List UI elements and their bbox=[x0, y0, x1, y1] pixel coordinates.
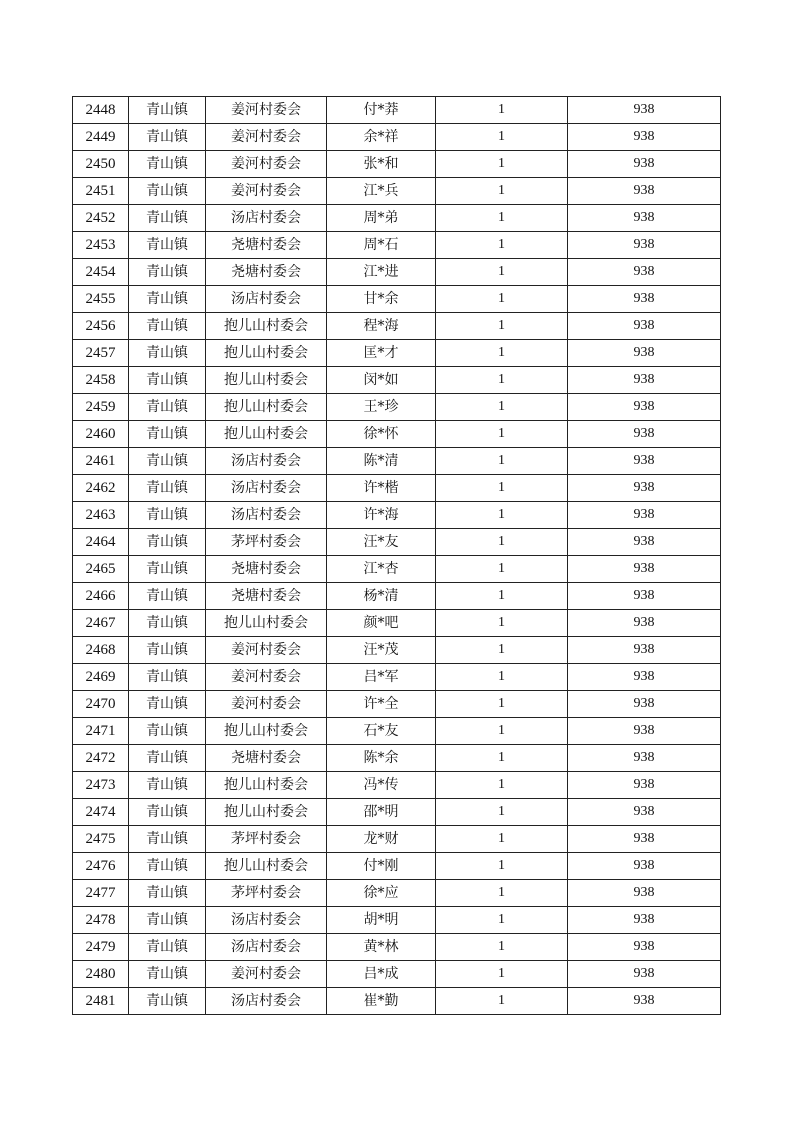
village-cell: 抱儿山村委会 bbox=[206, 313, 327, 340]
row-number-cell: 2466 bbox=[73, 583, 129, 610]
person-name-cell: 杨*清 bbox=[327, 583, 436, 610]
table-row bbox=[73, 205, 721, 232]
amount-cell: 938 bbox=[568, 772, 721, 799]
person-name-cell: 颜*吧 bbox=[327, 610, 436, 637]
count-cell: 1 bbox=[436, 637, 568, 664]
town-cell: 青山镇 bbox=[129, 637, 206, 664]
row-number-cell: 2454 bbox=[73, 259, 129, 286]
table-row bbox=[73, 880, 721, 907]
row-number-cell: 2460 bbox=[73, 421, 129, 448]
town-cell: 青山镇 bbox=[129, 421, 206, 448]
amount-cell: 938 bbox=[568, 988, 721, 1015]
roster-table bbox=[72, 96, 721, 1015]
amount-cell: 938 bbox=[568, 286, 721, 313]
amount-cell: 938 bbox=[568, 610, 721, 637]
town-cell: 青山镇 bbox=[129, 151, 206, 178]
person-name-cell: 余*祥 bbox=[327, 124, 436, 151]
village-cell: 抱儿山村委会 bbox=[206, 340, 327, 367]
village-cell: 抱儿山村委会 bbox=[206, 367, 327, 394]
person-name-cell: 张*和 bbox=[327, 151, 436, 178]
table-row bbox=[73, 232, 721, 259]
count-cell: 1 bbox=[436, 961, 568, 988]
count-cell: 1 bbox=[436, 745, 568, 772]
town-cell: 青山镇 bbox=[129, 772, 206, 799]
count-cell: 1 bbox=[436, 178, 568, 205]
village-cell: 抱儿山村委会 bbox=[206, 772, 327, 799]
person-name-cell: 石*友 bbox=[327, 718, 436, 745]
person-name-cell: 崔*勤 bbox=[327, 988, 436, 1015]
town-cell: 青山镇 bbox=[129, 691, 206, 718]
count-cell: 1 bbox=[436, 691, 568, 718]
town-cell: 青山镇 bbox=[129, 448, 206, 475]
count-cell: 1 bbox=[436, 313, 568, 340]
amount-cell: 938 bbox=[568, 394, 721, 421]
table-row bbox=[73, 745, 721, 772]
table-row bbox=[73, 340, 721, 367]
row-number-cell: 2481 bbox=[73, 988, 129, 1015]
town-cell: 青山镇 bbox=[129, 205, 206, 232]
town-cell: 青山镇 bbox=[129, 124, 206, 151]
village-cell: 姜河村委会 bbox=[206, 664, 327, 691]
row-number-cell: 2450 bbox=[73, 151, 129, 178]
table-row bbox=[73, 826, 721, 853]
count-cell: 1 bbox=[436, 529, 568, 556]
amount-cell: 938 bbox=[568, 799, 721, 826]
row-number-cell: 2474 bbox=[73, 799, 129, 826]
row-number-cell: 2467 bbox=[73, 610, 129, 637]
village-cell: 汤店村委会 bbox=[206, 205, 327, 232]
village-cell: 姜河村委会 bbox=[206, 124, 327, 151]
table-row bbox=[73, 259, 721, 286]
village-cell: 汤店村委会 bbox=[206, 934, 327, 961]
village-cell: 抱儿山村委会 bbox=[206, 394, 327, 421]
person-name-cell: 付*莽 bbox=[327, 97, 436, 124]
row-number-cell: 2456 bbox=[73, 313, 129, 340]
table-row bbox=[73, 691, 721, 718]
town-cell: 青山镇 bbox=[129, 502, 206, 529]
count-cell: 1 bbox=[436, 610, 568, 637]
count-cell: 1 bbox=[436, 259, 568, 286]
row-number-cell: 2464 bbox=[73, 529, 129, 556]
count-cell: 1 bbox=[436, 97, 568, 124]
amount-cell: 938 bbox=[568, 745, 721, 772]
village-cell: 姜河村委会 bbox=[206, 961, 327, 988]
town-cell: 青山镇 bbox=[129, 313, 206, 340]
count-cell: 1 bbox=[436, 232, 568, 259]
row-number-cell: 2469 bbox=[73, 664, 129, 691]
person-name-cell: 王*珍 bbox=[327, 394, 436, 421]
amount-cell: 938 bbox=[568, 718, 721, 745]
town-cell: 青山镇 bbox=[129, 664, 206, 691]
person-name-cell: 徐*应 bbox=[327, 880, 436, 907]
table-row bbox=[73, 772, 721, 799]
town-cell: 青山镇 bbox=[129, 556, 206, 583]
count-cell: 1 bbox=[436, 394, 568, 421]
town-cell: 青山镇 bbox=[129, 286, 206, 313]
count-cell: 1 bbox=[436, 367, 568, 394]
town-cell: 青山镇 bbox=[129, 853, 206, 880]
table-row bbox=[73, 394, 721, 421]
person-name-cell: 许*全 bbox=[327, 691, 436, 718]
person-name-cell: 甘*余 bbox=[327, 286, 436, 313]
town-cell: 青山镇 bbox=[129, 610, 206, 637]
count-cell: 1 bbox=[436, 853, 568, 880]
amount-cell: 938 bbox=[568, 961, 721, 988]
row-number-cell: 2472 bbox=[73, 745, 129, 772]
person-name-cell: 吕*军 bbox=[327, 664, 436, 691]
village-cell: 汤店村委会 bbox=[206, 286, 327, 313]
person-name-cell: 汪*茂 bbox=[327, 637, 436, 664]
village-cell: 姜河村委会 bbox=[206, 97, 327, 124]
person-name-cell: 周*石 bbox=[327, 232, 436, 259]
amount-cell: 938 bbox=[568, 502, 721, 529]
village-cell: 姜河村委会 bbox=[206, 691, 327, 718]
roster-table-body bbox=[73, 97, 721, 1015]
table-row bbox=[73, 367, 721, 394]
person-name-cell: 程*海 bbox=[327, 313, 436, 340]
row-number-cell: 2479 bbox=[73, 934, 129, 961]
count-cell: 1 bbox=[436, 151, 568, 178]
amount-cell: 938 bbox=[568, 529, 721, 556]
row-number-cell: 2457 bbox=[73, 340, 129, 367]
table-row bbox=[73, 529, 721, 556]
person-name-cell: 许*海 bbox=[327, 502, 436, 529]
village-cell: 抱儿山村委会 bbox=[206, 853, 327, 880]
village-cell: 汤店村委会 bbox=[206, 475, 327, 502]
village-cell: 汤店村委会 bbox=[206, 502, 327, 529]
table-row bbox=[73, 718, 721, 745]
row-number-cell: 2477 bbox=[73, 880, 129, 907]
person-name-cell: 冯*传 bbox=[327, 772, 436, 799]
person-name-cell: 匡*才 bbox=[327, 340, 436, 367]
village-cell: 茅坪村委会 bbox=[206, 826, 327, 853]
person-name-cell: 汪*友 bbox=[327, 529, 436, 556]
row-number-cell: 2449 bbox=[73, 124, 129, 151]
count-cell: 1 bbox=[436, 502, 568, 529]
amount-cell: 938 bbox=[568, 205, 721, 232]
row-number-cell: 2465 bbox=[73, 556, 129, 583]
town-cell: 青山镇 bbox=[129, 178, 206, 205]
table-row bbox=[73, 475, 721, 502]
village-cell: 姜河村委会 bbox=[206, 637, 327, 664]
table-row bbox=[73, 934, 721, 961]
count-cell: 1 bbox=[436, 286, 568, 313]
table-row bbox=[73, 799, 721, 826]
amount-cell: 938 bbox=[568, 475, 721, 502]
table-row bbox=[73, 178, 721, 205]
town-cell: 青山镇 bbox=[129, 826, 206, 853]
count-cell: 1 bbox=[436, 934, 568, 961]
table-row bbox=[73, 313, 721, 340]
person-name-cell: 胡*明 bbox=[327, 907, 436, 934]
count-cell: 1 bbox=[436, 718, 568, 745]
town-cell: 青山镇 bbox=[129, 583, 206, 610]
row-number-cell: 2478 bbox=[73, 907, 129, 934]
table-row bbox=[73, 583, 721, 610]
table-row bbox=[73, 610, 721, 637]
village-cell: 尧塘村委会 bbox=[206, 259, 327, 286]
town-cell: 青山镇 bbox=[129, 367, 206, 394]
table-row bbox=[73, 988, 721, 1015]
amount-cell: 938 bbox=[568, 691, 721, 718]
row-number-cell: 2470 bbox=[73, 691, 129, 718]
row-number-cell: 2451 bbox=[73, 178, 129, 205]
village-cell: 汤店村委会 bbox=[206, 907, 327, 934]
count-cell: 1 bbox=[436, 880, 568, 907]
row-number-cell: 2475 bbox=[73, 826, 129, 853]
count-cell: 1 bbox=[436, 907, 568, 934]
town-cell: 青山镇 bbox=[129, 907, 206, 934]
town-cell: 青山镇 bbox=[129, 745, 206, 772]
person-name-cell: 闵*如 bbox=[327, 367, 436, 394]
count-cell: 1 bbox=[436, 475, 568, 502]
table-row bbox=[73, 637, 721, 664]
amount-cell: 938 bbox=[568, 340, 721, 367]
village-cell: 汤店村委会 bbox=[206, 448, 327, 475]
amount-cell: 938 bbox=[568, 97, 721, 124]
town-cell: 青山镇 bbox=[129, 97, 206, 124]
village-cell: 抱儿山村委会 bbox=[206, 718, 327, 745]
person-name-cell: 许*楷 bbox=[327, 475, 436, 502]
person-name-cell: 江*杏 bbox=[327, 556, 436, 583]
amount-cell: 938 bbox=[568, 880, 721, 907]
person-name-cell: 周*弟 bbox=[327, 205, 436, 232]
table-row bbox=[73, 961, 721, 988]
village-cell: 茅坪村委会 bbox=[206, 880, 327, 907]
row-number-cell: 2455 bbox=[73, 286, 129, 313]
amount-cell: 938 bbox=[568, 259, 721, 286]
village-cell: 茅坪村委会 bbox=[206, 529, 327, 556]
count-cell: 1 bbox=[436, 448, 568, 475]
count-cell: 1 bbox=[436, 421, 568, 448]
row-number-cell: 2468 bbox=[73, 637, 129, 664]
person-name-cell: 龙*财 bbox=[327, 826, 436, 853]
town-cell: 青山镇 bbox=[129, 961, 206, 988]
person-name-cell: 江*进 bbox=[327, 259, 436, 286]
count-cell: 1 bbox=[436, 826, 568, 853]
village-cell: 尧塘村委会 bbox=[206, 583, 327, 610]
village-cell: 尧塘村委会 bbox=[206, 745, 327, 772]
table-row bbox=[73, 286, 721, 313]
person-name-cell: 陈*清 bbox=[327, 448, 436, 475]
table-row bbox=[73, 664, 721, 691]
table-row bbox=[73, 97, 721, 124]
table-row bbox=[73, 502, 721, 529]
count-cell: 1 bbox=[436, 340, 568, 367]
person-name-cell: 徐*怀 bbox=[327, 421, 436, 448]
amount-cell: 938 bbox=[568, 178, 721, 205]
table-row bbox=[73, 907, 721, 934]
person-name-cell: 邵*明 bbox=[327, 799, 436, 826]
count-cell: 1 bbox=[436, 556, 568, 583]
row-number-cell: 2471 bbox=[73, 718, 129, 745]
amount-cell: 938 bbox=[568, 664, 721, 691]
row-number-cell: 2480 bbox=[73, 961, 129, 988]
amount-cell: 938 bbox=[568, 124, 721, 151]
town-cell: 青山镇 bbox=[129, 259, 206, 286]
village-cell: 姜河村委会 bbox=[206, 151, 327, 178]
amount-cell: 938 bbox=[568, 853, 721, 880]
village-cell: 汤店村委会 bbox=[206, 988, 327, 1015]
count-cell: 1 bbox=[436, 988, 568, 1015]
table-row bbox=[73, 556, 721, 583]
town-cell: 青山镇 bbox=[129, 934, 206, 961]
town-cell: 青山镇 bbox=[129, 394, 206, 421]
amount-cell: 938 bbox=[568, 448, 721, 475]
count-cell: 1 bbox=[436, 772, 568, 799]
village-cell: 抱儿山村委会 bbox=[206, 421, 327, 448]
person-name-cell: 黄*林 bbox=[327, 934, 436, 961]
amount-cell: 938 bbox=[568, 313, 721, 340]
row-number-cell: 2448 bbox=[73, 97, 129, 124]
table-row bbox=[73, 448, 721, 475]
amount-cell: 938 bbox=[568, 556, 721, 583]
amount-cell: 938 bbox=[568, 232, 721, 259]
person-name-cell: 江*兵 bbox=[327, 178, 436, 205]
amount-cell: 938 bbox=[568, 907, 721, 934]
table-row bbox=[73, 421, 721, 448]
town-cell: 青山镇 bbox=[129, 988, 206, 1015]
amount-cell: 938 bbox=[568, 421, 721, 448]
count-cell: 1 bbox=[436, 583, 568, 610]
village-cell: 尧塘村委会 bbox=[206, 556, 327, 583]
village-cell: 抱儿山村委会 bbox=[206, 610, 327, 637]
row-number-cell: 2463 bbox=[73, 502, 129, 529]
row-number-cell: 2473 bbox=[73, 772, 129, 799]
row-number-cell: 2461 bbox=[73, 448, 129, 475]
count-cell: 1 bbox=[436, 124, 568, 151]
row-number-cell: 2462 bbox=[73, 475, 129, 502]
person-name-cell: 付*刚 bbox=[327, 853, 436, 880]
amount-cell: 938 bbox=[568, 151, 721, 178]
town-cell: 青山镇 bbox=[129, 718, 206, 745]
amount-cell: 938 bbox=[568, 583, 721, 610]
row-number-cell: 2453 bbox=[73, 232, 129, 259]
town-cell: 青山镇 bbox=[129, 340, 206, 367]
row-number-cell: 2476 bbox=[73, 853, 129, 880]
row-number-cell: 2452 bbox=[73, 205, 129, 232]
row-number-cell: 2458 bbox=[73, 367, 129, 394]
table-row bbox=[73, 151, 721, 178]
table-row bbox=[73, 853, 721, 880]
amount-cell: 938 bbox=[568, 637, 721, 664]
town-cell: 青山镇 bbox=[129, 880, 206, 907]
row-number-cell: 2459 bbox=[73, 394, 129, 421]
person-name-cell: 吕*成 bbox=[327, 961, 436, 988]
amount-cell: 938 bbox=[568, 934, 721, 961]
town-cell: 青山镇 bbox=[129, 799, 206, 826]
count-cell: 1 bbox=[436, 205, 568, 232]
town-cell: 青山镇 bbox=[129, 529, 206, 556]
village-cell: 抱儿山村委会 bbox=[206, 799, 327, 826]
village-cell: 尧塘村委会 bbox=[206, 232, 327, 259]
amount-cell: 938 bbox=[568, 826, 721, 853]
person-name-cell: 陈*余 bbox=[327, 745, 436, 772]
count-cell: 1 bbox=[436, 799, 568, 826]
village-cell: 姜河村委会 bbox=[206, 178, 327, 205]
count-cell: 1 bbox=[436, 664, 568, 691]
town-cell: 青山镇 bbox=[129, 475, 206, 502]
town-cell: 青山镇 bbox=[129, 232, 206, 259]
amount-cell: 938 bbox=[568, 367, 721, 394]
table-row bbox=[73, 124, 721, 151]
